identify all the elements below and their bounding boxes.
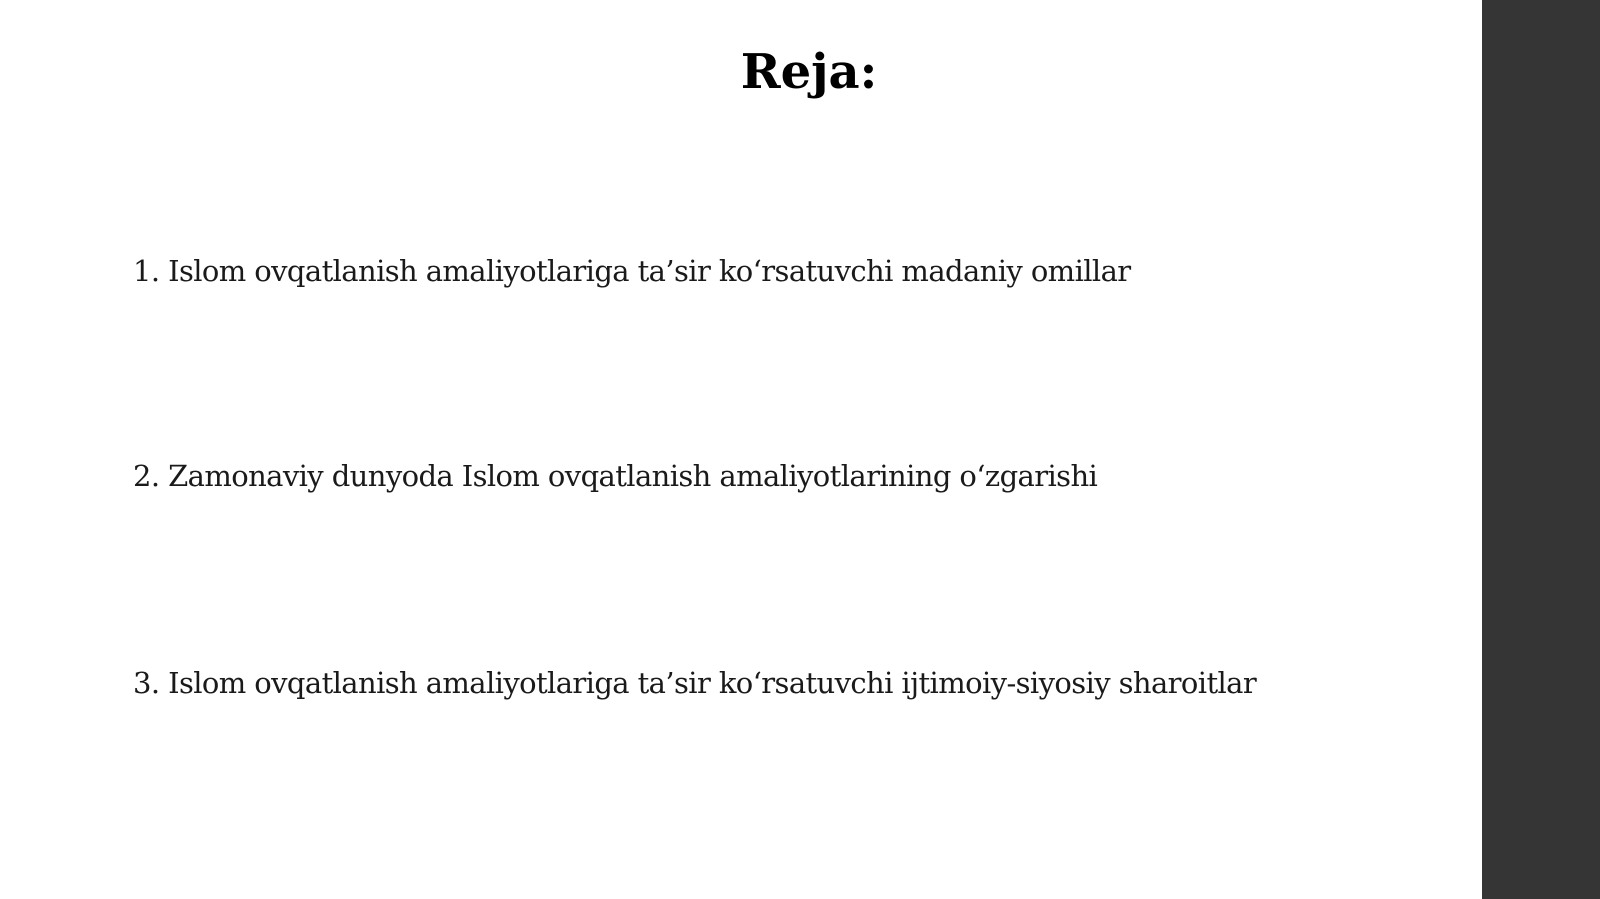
plan-item-2: 2. Zamonaviy dunyoda Islom ovqatlanish amaliyotlarining o‘zgarishi: [133, 459, 1098, 493]
slide-title: Reja:: [740, 44, 878, 100]
plan-item-1: 1. Islom ovqatlanish amaliyotlariga ta’sir ko‘rsatuvchi madaniy omillar: [133, 254, 1131, 288]
plan-item-3: 3. Islom ovqatlanish amaliyotlariga ta’sir ko‘rsatuvchi ijtimoiy-siyosiy sharoitlar: [133, 666, 1257, 700]
right-side-bar: [1482, 0, 1600, 899]
